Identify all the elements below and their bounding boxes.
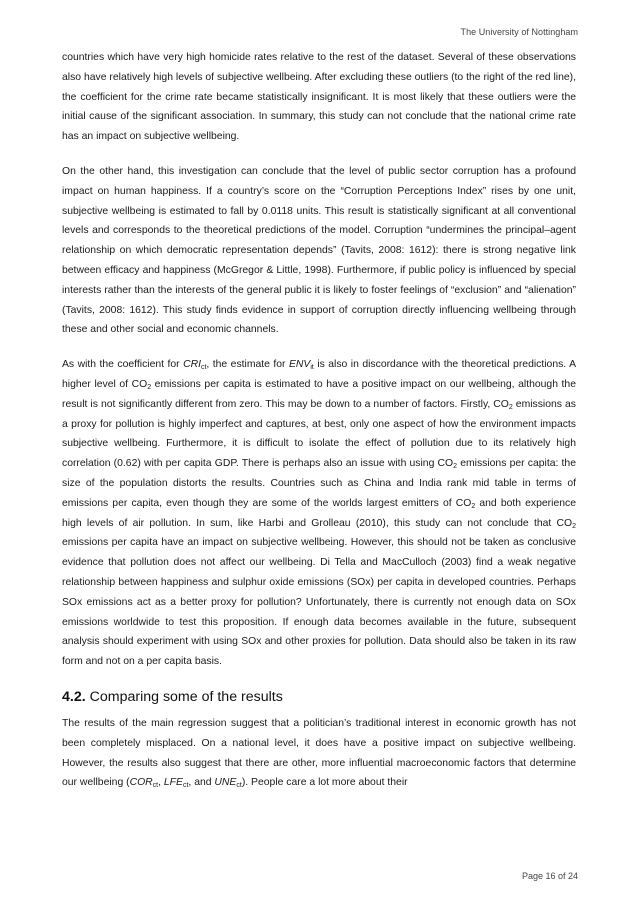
text-run: , — [158, 777, 164, 789]
text-run: emissions per capita have an impact on subjective wellbeing. However, this should not be taken as conclusive evidence that pollution does not affect our wellbeing. Di Tella and MacCulloch (2003) find a weak negative relationship between happiness and sulphur oxide emissions (SOx) per capita in developed countries. Perhaps SOx emissions act as a better proxy for pollution? Unfortunately, there is currently not enough data on SOx emissions worldwide to test this proposition. If enough data becomes available in the future, subsequent analysis should experiment with using SOx and other proxies for pollution. Data should also be taken in its raw form and not on a per capita basis. — [62, 537, 576, 668]
paragraph-comparing-results — [62, 714, 576, 793]
variable-cri: CRI — [183, 359, 201, 371]
text-run: , and — [188, 777, 215, 789]
body-content — [62, 48, 576, 808]
variable-cor: COR — [129, 777, 153, 789]
variable-lfe: LFE — [163, 777, 183, 789]
subscript-it: it — [310, 364, 314, 372]
section-number: 4.2. — [62, 688, 86, 705]
page-number: Page 16 of 24 — [521, 871, 578, 881]
subscript-ct: ct — [182, 782, 189, 790]
paragraph-emissions — [62, 355, 576, 672]
variable-env: ENV — [288, 359, 311, 371]
text-run: , the estimate for — [206, 359, 289, 371]
text-run: is also in discordance with the theoretical predictions. A higher level of CO — [62, 359, 576, 390]
section-heading — [62, 687, 576, 707]
text-run: emissions as a proxy for pollution is highly imperfect and captures, at best, only one aspect of how the environment impacts subjective wellbeing. Furthermore, it is difficult to isolate the effect of pollution due to its relatively high correlation (0.62) with per capita GDP. There is perhaps also an issue with using CO — [62, 398, 576, 470]
subscript-2: 2 — [147, 383, 152, 391]
subscript-2: 2 — [471, 502, 476, 510]
running-header: The University of Nottingham — [460, 27, 578, 37]
subscript-2: 2 — [453, 463, 458, 471]
variable-une: UNE — [214, 777, 237, 789]
text-run: emissions per capita: the size of the population distorts the results. Countries such as China and India rank mid table in terms of emissions per capita, even though they are some of the worlds largest emitters of CO — [62, 458, 576, 509]
subscript-2: 2 — [508, 403, 513, 411]
text-run: As with the coefficient for — [62, 359, 184, 371]
subscript-2: 2 — [572, 522, 576, 530]
text-run: emissions per capita is estimated to have a positive impact on our wellbeing, although the result is not significantly different from zero. This may be down to a number of factors. Firstly, CO — [62, 378, 576, 410]
subscript-ct: ct — [200, 364, 207, 372]
section-title: Comparing some of the results — [85, 688, 283, 705]
paragraph-corruption: On the other hand, this investigation can conclude that the level of public sector corruption has a profound impact on human happiness. If a country’s score on the “Corruption Perceptions Index” rises by one unit, subjective wellbeing is estimated to fall by 0.0118 units. This result is statistically significant at all conventional levels and corresponds to the theoretical predictions of the model. Corruption “undermines the principal–agent relationship on which democratic representation depends” (Tavits, 2008: 1612): there is strong negative link between efficacy and happiness (McGregor & Little, 1998). Furthermore, if public policy is influenced by special interests rather than the interests of the general public it is likely to foster feelings of “exclusion” and “alienation” (Tavits, 2008: 1612). This study finds evidence in support of corruption directly influencing wellbeing through these and other social and economic channels. — [62, 165, 576, 336]
subscript-ct: ct — [236, 782, 242, 790]
text-run: The results of the main regression suggest that a politician’s traditional interest in economic growth has not been completely misplaced. On a national level, it does have a positive impact on subjective wellbeing. However, the results also suggest that there are other, more influential macroeconomic factors that determine our wellbeing ( — [62, 717, 576, 789]
paragraph-crime-rate: countries which have very high homicide rates relative to the rest of the dataset. Several of these observations also have relatively high levels of subjective wellbeing. After excluding these outliers (to the right of the red line), the coefficient for the crime rate became statistically insignificant. It is most likely that these outliers were the initial cause of the significant association. In summary, this study can not conclude that the national crime rate has an impact on subjective wellbeing. — [62, 52, 576, 143]
subscript-ct: ct — [152, 782, 159, 790]
text-run: and both experience high levels of air pollution. In sum, like Harbi and Grolleau (2010), this study can not conclude that CO — [62, 497, 576, 529]
text-run: ). People care a lot more about their — [241, 777, 408, 789]
